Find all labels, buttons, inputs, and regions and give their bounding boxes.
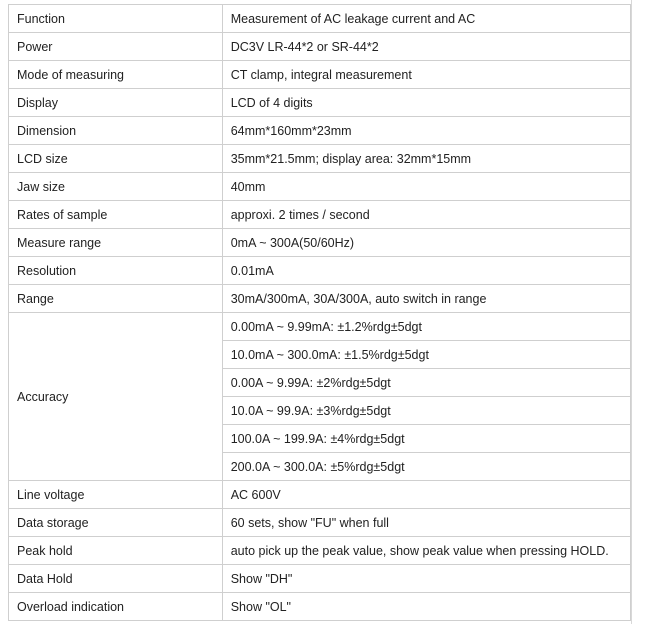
accuracy-value: 100.0A ~ 199.9A: ±4%rdg±5dgt bbox=[222, 425, 630, 453]
row-value: DC3V LR-44*2 or SR-44*2 bbox=[222, 33, 630, 61]
row-value: AC 600V bbox=[222, 481, 630, 509]
row-value: LCD of 4 digits bbox=[222, 89, 630, 117]
row-label: Resolution bbox=[9, 257, 223, 285]
row-label: Rates of sample bbox=[9, 201, 223, 229]
table-row bbox=[9, 145, 631, 173]
table-row bbox=[9, 537, 631, 565]
table-row bbox=[9, 173, 631, 201]
row-value: 30mA/300mA, 30A/300A, auto switch in range bbox=[222, 285, 630, 313]
table-row bbox=[9, 565, 631, 593]
accuracy-value: 200.0A ~ 300.0A: ±5%rdg±5dgt bbox=[222, 453, 630, 481]
row-value: 0mA ~ 300A(50/60Hz) bbox=[222, 229, 630, 257]
accuracy-label: Accuracy bbox=[9, 313, 223, 481]
row-value: 60 sets, show "FU" when full bbox=[222, 509, 630, 537]
table-row bbox=[9, 89, 631, 117]
row-label: Measure range bbox=[9, 229, 223, 257]
row-value: Show "OL" bbox=[222, 593, 630, 621]
row-label: Data storage bbox=[9, 509, 223, 537]
row-label: Line voltage bbox=[9, 481, 223, 509]
row-label: Jaw size bbox=[9, 173, 223, 201]
table-row bbox=[9, 481, 631, 509]
specifications-table bbox=[8, 4, 631, 621]
row-label: Display bbox=[9, 89, 223, 117]
table-row bbox=[9, 257, 631, 285]
table-row bbox=[9, 33, 631, 61]
row-value: approxi. 2 times / second bbox=[222, 201, 630, 229]
row-label: Mode of measuring bbox=[9, 61, 223, 89]
table-row bbox=[9, 201, 631, 229]
row-label: Overload indication bbox=[9, 593, 223, 621]
table-row bbox=[9, 509, 631, 537]
accuracy-value: 0.00A ~ 9.99A: ±2%rdg±5dgt bbox=[222, 369, 630, 397]
row-value: Measurement of AC leakage current and AC bbox=[222, 5, 630, 33]
table-row bbox=[9, 285, 631, 313]
row-value: auto pick up the peak value, show peak value when pressing HOLD. bbox=[222, 537, 630, 565]
row-value: 0.01mA bbox=[222, 257, 630, 285]
row-label: Power bbox=[9, 33, 223, 61]
row-label: Dimension bbox=[9, 117, 223, 145]
row-value: CT clamp, integral measurement bbox=[222, 61, 630, 89]
row-label: Data Hold bbox=[9, 565, 223, 593]
table-row bbox=[9, 5, 631, 33]
row-label: Function bbox=[9, 5, 223, 33]
table-row-accuracy bbox=[9, 313, 631, 341]
row-label: Range bbox=[9, 285, 223, 313]
page-right-border bbox=[631, 0, 632, 624]
accuracy-value: 10.0A ~ 99.9A: ±3%rdg±5dgt bbox=[222, 397, 630, 425]
table-row bbox=[9, 593, 631, 621]
table-row bbox=[9, 61, 631, 89]
row-value: Show "DH" bbox=[222, 565, 630, 593]
table-row bbox=[9, 229, 631, 257]
row-value: 35mm*21.5mm; display area: 32mm*15mm bbox=[222, 145, 630, 173]
accuracy-value: 0.00mA ~ 9.99mA: ±1.2%rdg±5dgt bbox=[222, 313, 630, 341]
row-value: 64mm*160mm*23mm bbox=[222, 117, 630, 145]
row-label: Peak hold bbox=[9, 537, 223, 565]
row-value: 40mm bbox=[222, 173, 630, 201]
table-row bbox=[9, 117, 631, 145]
accuracy-value: 10.0mA ~ 300.0mA: ±1.5%rdg±5dgt bbox=[222, 341, 630, 369]
row-label: LCD size bbox=[9, 145, 223, 173]
